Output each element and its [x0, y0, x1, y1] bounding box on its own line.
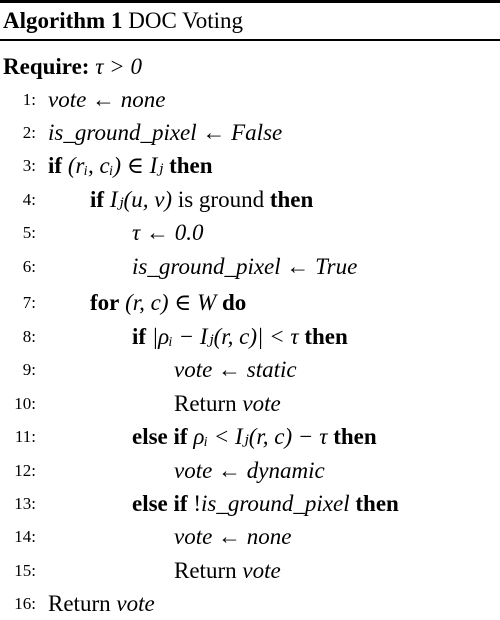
line-number: 6: — [22, 257, 36, 276]
line-number: 10: — [14, 394, 36, 413]
line-expression: vote ← none — [48, 87, 166, 112]
keyword-if: if — [48, 153, 63, 178]
line-code — [132, 251, 357, 283]
keyword-then: then — [269, 187, 314, 212]
keyword-if: if — [132, 324, 147, 349]
line-text: Return — [174, 391, 243, 416]
line-expression: vote — [242, 558, 281, 583]
line-number: 16: — [14, 594, 36, 613]
line-number: 8: — [22, 327, 36, 346]
line-expression: vote ← static — [174, 357, 297, 382]
line-expression: vote — [242, 391, 281, 416]
algorithm-title: DOC Voting — [128, 8, 244, 33]
line-code — [132, 488, 399, 520]
require-line — [3, 51, 142, 83]
line-number: 9: — [22, 360, 36, 379]
line-text: Return — [48, 591, 117, 616]
line-code — [48, 84, 166, 116]
require-expression: τ > 0 — [95, 54, 142, 79]
line-number: 1: — [22, 90, 36, 109]
line-code — [132, 217, 203, 249]
line-text: ! — [187, 491, 201, 516]
line-number: 15: — [14, 561, 36, 580]
line-expression: is_ground_pixel ← False — [48, 120, 283, 145]
line-code — [174, 521, 292, 553]
line-number: 2: — [22, 123, 36, 142]
line-code — [90, 287, 246, 319]
keyword-then: then — [169, 153, 213, 178]
line-expression: (r, c) ∈ W — [125, 290, 217, 315]
algorithm-label: Algorithm 1 — [3, 8, 123, 33]
line-number: 5: — [22, 223, 36, 242]
algorithm-caption — [3, 4, 243, 38]
line-expression: vote ← none — [174, 524, 292, 549]
line-expression: Iⱼ(u, v) — [109, 187, 173, 212]
line-expression: vote — [116, 591, 155, 616]
keyword-else-if: else if — [132, 424, 188, 449]
line-number: 14: — [14, 527, 36, 546]
line-text: Return — [174, 558, 243, 583]
keyword-then: then — [355, 491, 399, 516]
line-number: 7: — [22, 293, 36, 312]
line-expression: (rᵢ, cᵢ) ∈ Iⱼ — [67, 153, 164, 178]
keyword-then: then — [333, 424, 377, 449]
require-keyword: Require: — [3, 54, 90, 79]
keyword-for: for — [90, 290, 120, 315]
line-code — [174, 388, 281, 420]
keyword-if: if — [90, 187, 105, 212]
line-code — [48, 588, 155, 620]
line-expression: vote ← dynamic — [174, 458, 325, 483]
line-number: 13: — [14, 494, 36, 513]
line-code — [132, 321, 348, 353]
line-code — [174, 455, 325, 487]
line-number: 3: — [22, 156, 36, 175]
line-number: 12: — [14, 461, 36, 480]
line-expression: |ρᵢ − Iⱼ(r, c)| < τ — [151, 324, 299, 349]
line-expression: is_ground_pixel ← True — [132, 254, 358, 279]
line-expression: τ ← 0.0 — [132, 220, 204, 245]
line-number: 4: — [22, 190, 36, 209]
line-code — [48, 117, 282, 149]
line-code — [48, 150, 213, 182]
line-expression: is_ground_pixel — [200, 491, 350, 516]
line-text: is ground — [172, 187, 270, 212]
caption-rule — [0, 39, 500, 41]
keyword-do: do — [222, 290, 247, 315]
line-code — [132, 421, 377, 453]
top-rule — [0, 0, 500, 3]
line-code — [174, 354, 297, 386]
line-expression: ρᵢ < Iⱼ(r, c) − τ — [193, 424, 328, 449]
keyword-then: then — [304, 324, 348, 349]
keyword-else-if: else if — [132, 491, 188, 516]
line-number: 11: — [14, 427, 36, 446]
line-code — [90, 184, 313, 216]
line-code — [174, 555, 281, 587]
